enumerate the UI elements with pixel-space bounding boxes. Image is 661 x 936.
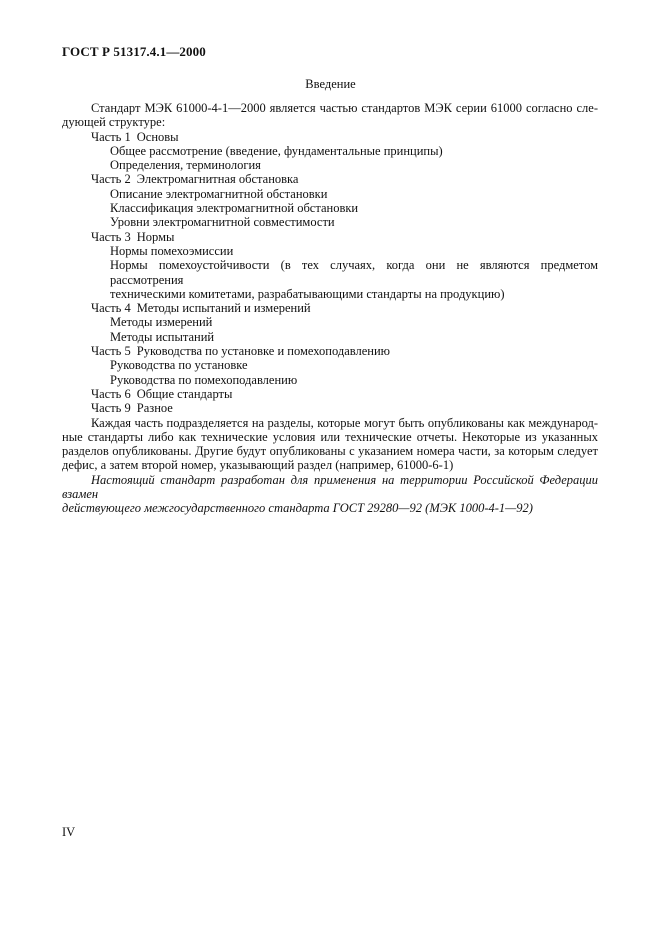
part-2-item: Описание электромагнитной обстановки <box>110 186 328 201</box>
part-3-label: Часть 3 <box>91 229 131 244</box>
part-9-name: Разное <box>136 401 173 416</box>
part-1-item: Определения, терминология <box>110 158 261 173</box>
part-4-label: Часть 4 <box>91 301 131 316</box>
part-2-item: Уровни электромагнитной совместимости <box>110 215 335 230</box>
part-1-item: Общее рассмотрение (введение, фундаментальные принципы) <box>110 143 443 158</box>
part-3-item: Нормы помехоэмиссии <box>110 243 234 258</box>
part-5-heading <box>62 344 598 358</box>
part-4-name: Методы испытаний и измерений <box>136 301 311 316</box>
part-2-label: Часть 2 <box>91 172 131 187</box>
document-body <box>62 101 598 516</box>
part-1-name: Основы <box>136 129 179 144</box>
part-5-item: Руководства по установке <box>110 358 248 373</box>
part-4-item: Методы испытаний <box>110 329 215 344</box>
section-title: Введение <box>305 77 356 91</box>
division-line-2: ные стандарты либо как технические условия или технические отчеты. Некоторые из указанных <box>62 429 598 444</box>
part-4-item: Методы измерений <box>110 315 213 330</box>
part-3-heading <box>62 230 598 244</box>
part-6-name: Общие стандарты <box>136 386 233 401</box>
intro-line-2: дующей структуре: <box>62 115 166 130</box>
part-3-long-item-line-1: Нормы помехоустойчивости (в тех случаях, когда они не являются предметом рассмотрения <box>110 258 598 287</box>
part-2-heading <box>62 172 598 186</box>
part-4-heading <box>62 301 598 315</box>
part-1-label: Часть 1 <box>91 129 131 144</box>
part-3-long-item-line-2: техническими комитетами, разрабатывающими стандарты на продукцию) <box>110 286 505 301</box>
note-line-1: Настоящий стандарт разработан для применения на территории Российской Федерации взамен <box>62 472 598 502</box>
part-1-heading <box>62 130 598 144</box>
intro-line-1: Стандарт МЭК 61000-4-1—2000 является частью стандартов МЭК серии 61000 согласно сле- <box>91 101 598 115</box>
division-line-3: разделов опубликованы. Другие будут опубликованы с указанием номера части, за которым следует <box>62 444 598 459</box>
part-5-name: Руководства по установке и помехоподавлению <box>136 344 391 359</box>
part-2-item: Классификация электромагнитной обстановки <box>110 201 359 216</box>
part-2-name: Электромагнитная обстановка <box>136 172 299 187</box>
part-6-label: Часть 6 <box>91 386 131 401</box>
part-9-heading <box>62 401 598 415</box>
division-line-1: Каждая часть подразделяется на разделы, которые могут быть опубликованы как международ- <box>91 415 598 430</box>
part-3-name: Нормы <box>136 229 175 244</box>
document-header-code: ГОСТ Р 51317.4.1—2000 <box>62 44 206 59</box>
division-line-4: дефис, а затем второй номер, указывающий раздел (например, 61000-6-1) <box>62 458 454 473</box>
part-5-item: Руководства по помехоподавлению <box>110 372 298 387</box>
page-number: IV <box>62 825 76 839</box>
note-line-2: действующего межгосударственного стандарта ГОСТ 29280—92 (МЭК 1000-4-1—92) <box>62 501 533 516</box>
part-6-heading <box>62 387 598 401</box>
part-9-label: Часть 9 <box>91 401 131 416</box>
part-5-label: Часть 5 <box>91 344 131 359</box>
